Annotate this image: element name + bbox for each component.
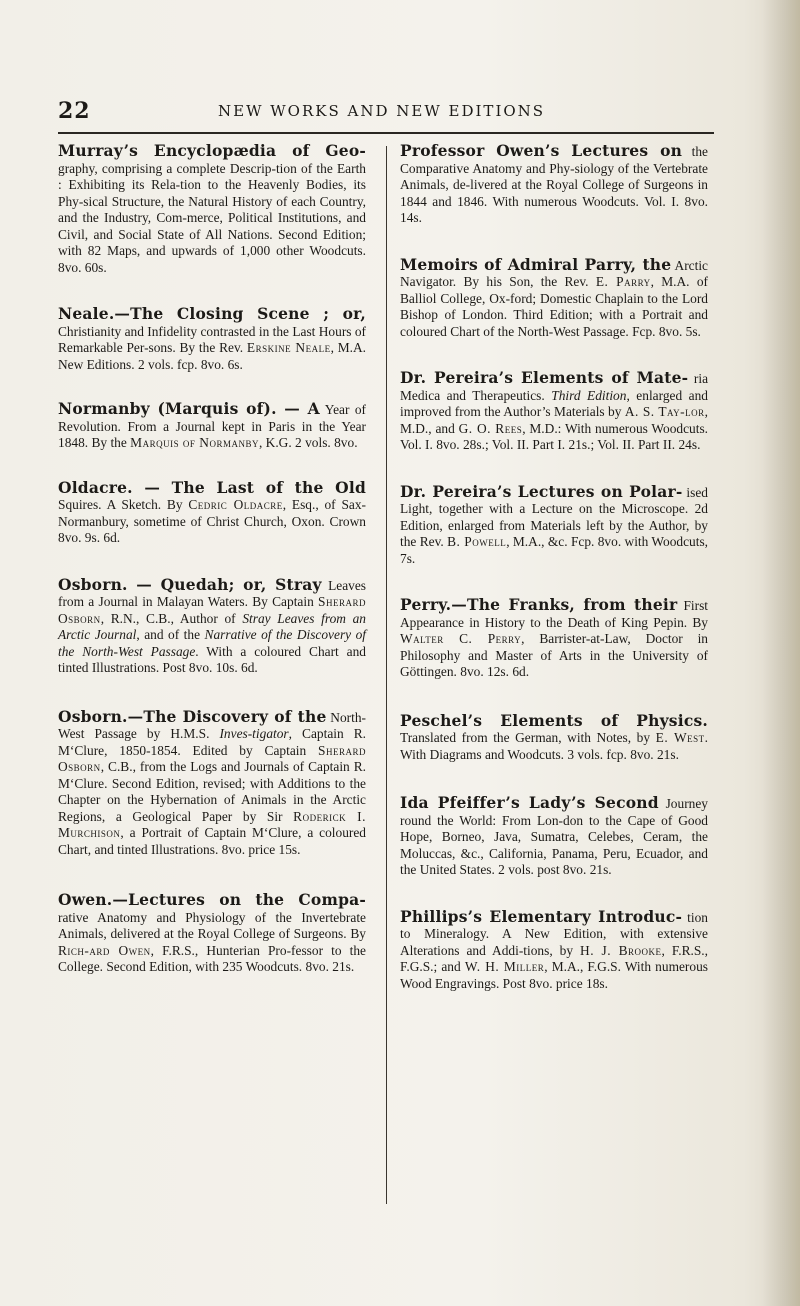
entry-body: , Barrister-at-Law, Doctor in Philosophy and Master of Arts in the University of Göttingen. 8vo. 12s. 6d. [400, 631, 708, 679]
entry-body: , M.A., &c. Fcp. 8vo. with Woodcuts, 7s. [400, 534, 709, 566]
entry-text [58, 574, 366, 677]
entry-body: , F.R.S., Hunterian Pro-fessor to the College. Second Edition, with 235 Woodcuts. 8vo. 21s. [58, 942, 366, 974]
entry-text [400, 481, 709, 568]
catalogue-entry [58, 574, 366, 677]
entry-body: graphy, comprising a complete Descrip-tion of the Earth : Exhibiting its Rela-tion to the Heavenly Bodies, its Phy-sical Structure, the Natural History of each Country, and the Industry, Com-merce, Political Institutions, and Civil, and Social State of All Nations. Second Edition; with 82 Maps, and upwards of 1,000 other Woodcuts. 8vo. 60s. [58, 160, 366, 275]
entry-text [400, 370, 708, 454]
entry-body: , M.D.: With numerous Woodcuts. Vol. I. 8vo. 28s.; Vol. II. Part I. 21s.; Vol. II. Part II. 24s. [400, 420, 708, 452]
entry-body: First Appearance in History to the Death of King Pepin. By [400, 598, 708, 630]
entry-body: , K.G. 2 vols. 8vo. [258, 435, 358, 450]
entry-text [58, 401, 366, 452]
entry-body: Leaves from a Journal in Malayan Waters. By Captain [58, 577, 366, 609]
entry-body: tion to Mineralogy. A New Edition, with extensive Alterations and Addi-tions, by [400, 909, 708, 958]
italic-title: Narrative of the Discovery of the North-West Passage [58, 627, 366, 659]
entry-text [58, 892, 366, 976]
author-name: W. H. Miller [464, 959, 545, 974]
entry-heading: Memoirs of Admiral Parry, the [400, 254, 672, 274]
author-name: B. Powell [447, 534, 507, 549]
entry-heading: Murray’s Encyclopædia of Geo- [58, 141, 366, 160]
entry-body: rative Anatomy and Physiology of the Invertebrate Animals, delivered at the Royal College of Surgeons. By [58, 909, 366, 941]
catalogue-entry [58, 477, 366, 547]
entry-body: , a Portrait of Captain M‘Clure, a coloured Chart, and tinted Illustrations. 8vo. price 15s. [58, 825, 366, 857]
catalogue-entry [58, 706, 366, 859]
entry-body: , and of the [136, 627, 205, 642]
catalogue-entry [58, 306, 366, 373]
entry-body: the Comparative Anatomy and Phy-siology of the Vertebrate Animals, de-livered at the Royal College of Surgeons in 1844 and 1846. With numerous Woodcuts. Vol. I. 8vo. 14s. [400, 144, 708, 225]
entry-text [400, 143, 708, 227]
author-name: Erskine Neale [246, 340, 331, 355]
author-name: G. O. Rees [458, 420, 523, 436]
italic-title: Stray Leaves from an Arctic Journal [58, 610, 366, 642]
entry-text [58, 306, 366, 373]
entry-heading: Osborn.—The Discovery of the [58, 706, 327, 726]
entry-text [400, 906, 709, 993]
entry-heading: Osborn. — Quedah; or, Stray [58, 574, 322, 594]
right-column [400, 143, 708, 992]
author-name: E. West [655, 730, 705, 745]
entry-body: North-West Passage by H.M.S. [58, 709, 366, 741]
entry-text [58, 143, 366, 276]
running-title: NEW WORKS AND NEW EDITIONS [218, 102, 546, 120]
page-number: 22 [58, 98, 91, 124]
catalogue-entry [58, 892, 366, 976]
catalogue-entry [400, 143, 708, 227]
entry-body: Journey round the World: From Lon-don to the Cape of Good Hope, Borneo, Java, Sumatra, Celebes, Ceram, the Moluccas, &c., California, Panama, Peru, Ecuador, and the United States. 2 vols. post 8vo. 21s. [400, 796, 708, 877]
entry-heading: Phillips’s Elementary Introduc- [400, 906, 683, 926]
entry-text [400, 710, 708, 764]
entry-body: Year of Revolution. From a Journal kept in Paris in the Year 1848. By the [58, 402, 367, 450]
page-edge-shadow [762, 0, 800, 1306]
author-name: H. J. Brooke [580, 942, 662, 958]
entry-heading: Normanby (Marquis of). — A [58, 399, 320, 418]
entry-body: . With Diagrams and Woodcuts. 3 vols. fcp. 8vo. 21s. [400, 730, 708, 762]
entry-heading: Owen.—Lectures on the Compa- [58, 890, 366, 909]
catalogue-entry [400, 481, 709, 568]
entry-body: , M.A. New Editions. 2 vols. fcp. 8vo. 6s. [58, 340, 366, 372]
author-name: Sherard Osborn [58, 594, 366, 626]
column-divider [386, 146, 387, 1204]
entry-body: , enlarged and improved from the Author’s Materials by [400, 387, 708, 419]
author-name: Sherard Osborn [58, 742, 366, 774]
entry-body: . With a coloured Chart and tinted Illustrations. Post 8vo. 10s. 6d. [58, 643, 366, 675]
entry-heading: Dr. Pereira’s Lectures on Polar- [400, 481, 683, 501]
author-name: Roderick I. Murchison [58, 808, 366, 840]
entry-text [400, 254, 709, 341]
author-name: Marquis of Normanby [130, 435, 259, 450]
catalogue-entry [400, 254, 709, 341]
entry-heading: Perry.—The Franks, from their [400, 595, 678, 614]
entry-heading: Oldacre. — The Last of the Old [58, 477, 366, 497]
entry-heading: Peschel’s Elements of Physics. [400, 710, 708, 730]
author-name: E. Parry [595, 274, 651, 289]
entry-heading: Neale.—The Closing Scene ; or, [58, 304, 366, 323]
author-name: Rich-ard Owen [58, 942, 151, 958]
italic-title: Third Edition [551, 387, 627, 403]
entry-body: ised Light, together with a Lecture on the Microscope. 2d Edition, enlarged from Materials left by the Author, by the Rev. [400, 484, 708, 549]
left-column [58, 143, 366, 976]
entry-body: , M.A. of Balliol College, Ox-ford; Domestic Chaplain to the Lord Bishop of London. Third Edition; with a Portrait and coloured Chart of the North-West Passage. Fcp. 8vo. 5s. [400, 274, 708, 339]
catalogue-entry [400, 597, 708, 681]
catalogue-entry [58, 143, 366, 276]
catalogue-entry [400, 710, 708, 764]
entry-body: , M.A., F.G.S. With numerous Wood Engravings. Post 8vo. price 18s. [400, 959, 708, 991]
entry-body: Translated from the German, with Notes, by [400, 730, 656, 745]
author-name: Cedric Oldacre [188, 497, 283, 512]
entry-body: , M.D., and [400, 404, 708, 436]
catalogue-entry [400, 906, 709, 993]
entry-body: , R.N., C.B., Author of [100, 610, 243, 626]
catalogue-entry [400, 370, 708, 454]
entry-body: Arctic Navigator. By his Son, the Rev. [400, 257, 709, 289]
entry-text [400, 597, 708, 681]
author-name: Walter C. Perry [400, 631, 522, 646]
entry-text [400, 795, 708, 879]
entry-body: Squires. A Sketch. By [58, 497, 189, 512]
entry-text [58, 706, 366, 859]
entry-text [58, 477, 366, 547]
entry-body: , F.R.S., F.G.S.; and [400, 942, 709, 974]
italic-title: Inves-tigator [219, 726, 289, 741]
entry-body: , Esq., of Sax-Normanbury, sometime of Christ Church, Oxon. Crown 8vo. 9s. 6d. [58, 497, 366, 545]
header-rule [58, 132, 714, 134]
catalogue-entry [400, 795, 708, 879]
entry-body: ria Medica and Therapeutics. [400, 371, 709, 403]
entry-body: , C.B., from the Logs and Journals of Captain R. M‘Clure. Second Edition, revised; with Additions to the Chapter on the Hybernation of Animals in the Arctic Regions, a Geological Paper by Sir [58, 759, 366, 824]
entry-heading: Dr. Pereira’s Elements of Mate- [400, 368, 689, 387]
entry-body: , Captain R. M‘Clure, 1850-1854. Edited by Captain [58, 726, 366, 758]
entry-heading: Ida Pfeiffer’s Lady’s Second [400, 793, 659, 812]
entry-heading: Professor Owen’s Lectures on [400, 141, 683, 160]
author-name: A. S. Tay-lor [624, 404, 705, 419]
catalogue-entry [58, 401, 366, 452]
entry-body: Christianity and Infidelity contrasted in the Last Hours of Remarkable Per-sons. By the Rev. [58, 323, 366, 355]
